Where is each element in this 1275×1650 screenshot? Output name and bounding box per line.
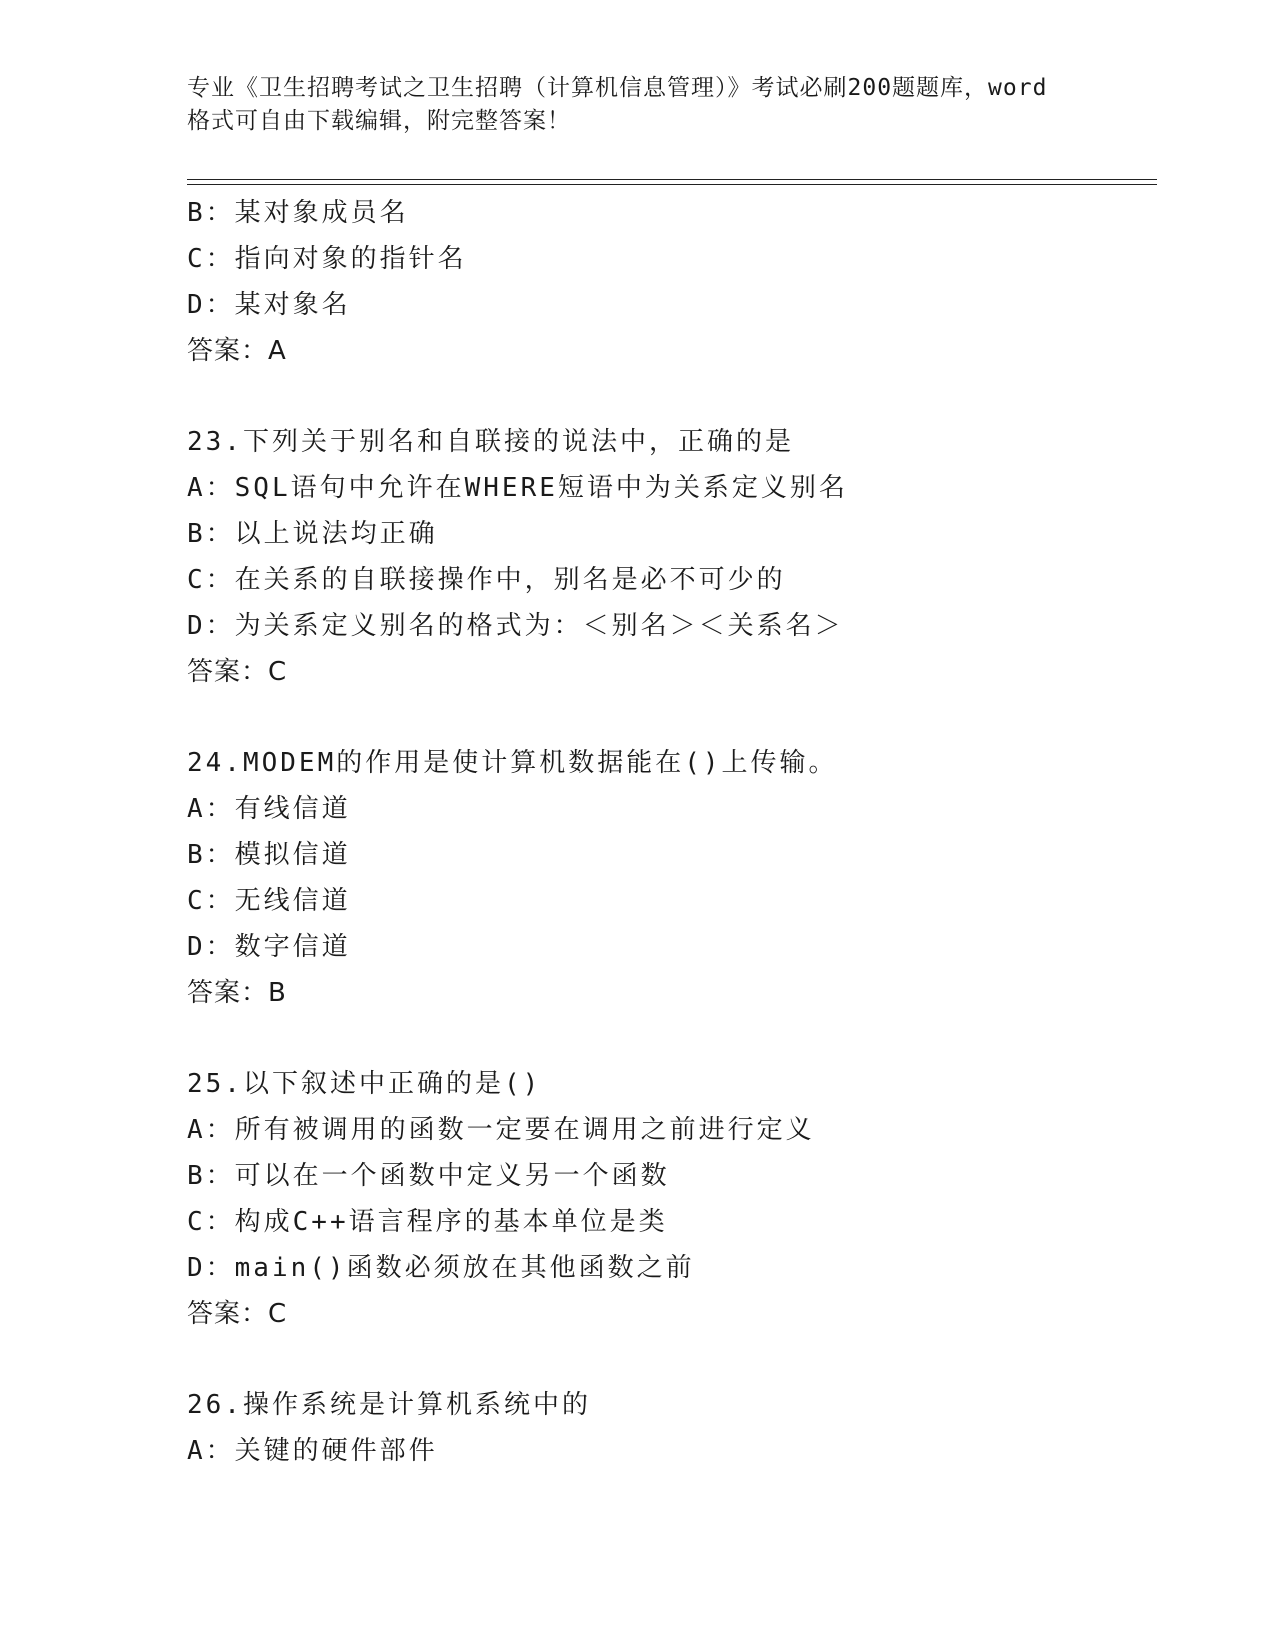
- option-a: A：有线信道: [187, 794, 351, 824]
- option-b: B：可以在一个函数中定义另一个函数: [187, 1161, 670, 1191]
- option-d: D：为关系定义别名的格式为：＜别名＞＜关系名＞: [187, 611, 844, 641]
- option-c: C：构成C++语言程序的基本单位是类: [187, 1207, 668, 1237]
- question-text: 23.下列关于别名和自联接的说法中，正确的是: [187, 427, 794, 457]
- option-b: B：模拟信道: [187, 840, 351, 870]
- option-a: A：所有被调用的函数一定要在调用之前进行定义: [187, 1115, 815, 1145]
- question-block-26: [187, 1382, 1157, 1474]
- option-d: D：main()函数必须放在其他函数之前: [187, 1253, 695, 1283]
- option-a: A：关键的硬件部件: [187, 1436, 438, 1466]
- header-line-2: 格式可自由下载编辑，附完整答案！: [187, 108, 571, 134]
- header-divider-bottom: [187, 184, 1157, 185]
- question-text: 24.MODEM的作用是使计算机数据能在()上传输。: [187, 748, 838, 778]
- question-block-25: [187, 1061, 1157, 1337]
- header-divider-top: [187, 179, 1157, 180]
- header-line-1: 专业《卫生招聘考试之卫生招聘（计算机信息管理）》考试必刷200题题库，word: [187, 75, 1048, 101]
- option-a: A：SQL语句中允许在WHERE短语中为关系定义别名: [187, 473, 848, 503]
- question-list: [187, 190, 1157, 1474]
- answer-text: 答案：A: [187, 336, 287, 366]
- question-text: 25.以下叙述中正确的是(): [187, 1069, 542, 1099]
- option-d: D：数字信道: [187, 932, 351, 962]
- option-b: B：某对象成员名: [187, 198, 409, 228]
- document-header: [187, 72, 1087, 138]
- answer-text: 答案：C: [187, 657, 288, 687]
- question-block-24: [187, 740, 1157, 1016]
- option-b: B：以上说法均正确: [187, 519, 438, 549]
- question-block-23: [187, 419, 1157, 695]
- question-text: 26.操作系统是计算机系统中的: [187, 1390, 591, 1420]
- option-c: C：无线信道: [187, 886, 351, 916]
- option-c: C：指向对象的指针名: [187, 244, 467, 274]
- question-block-22: [187, 190, 1157, 374]
- option-d: D：某对象名: [187, 290, 351, 320]
- answer-text: 答案：C: [187, 1299, 288, 1329]
- option-c: C：在关系的自联接操作中，别名是必不可少的: [187, 565, 786, 595]
- answer-text: 答案：B: [187, 978, 287, 1008]
